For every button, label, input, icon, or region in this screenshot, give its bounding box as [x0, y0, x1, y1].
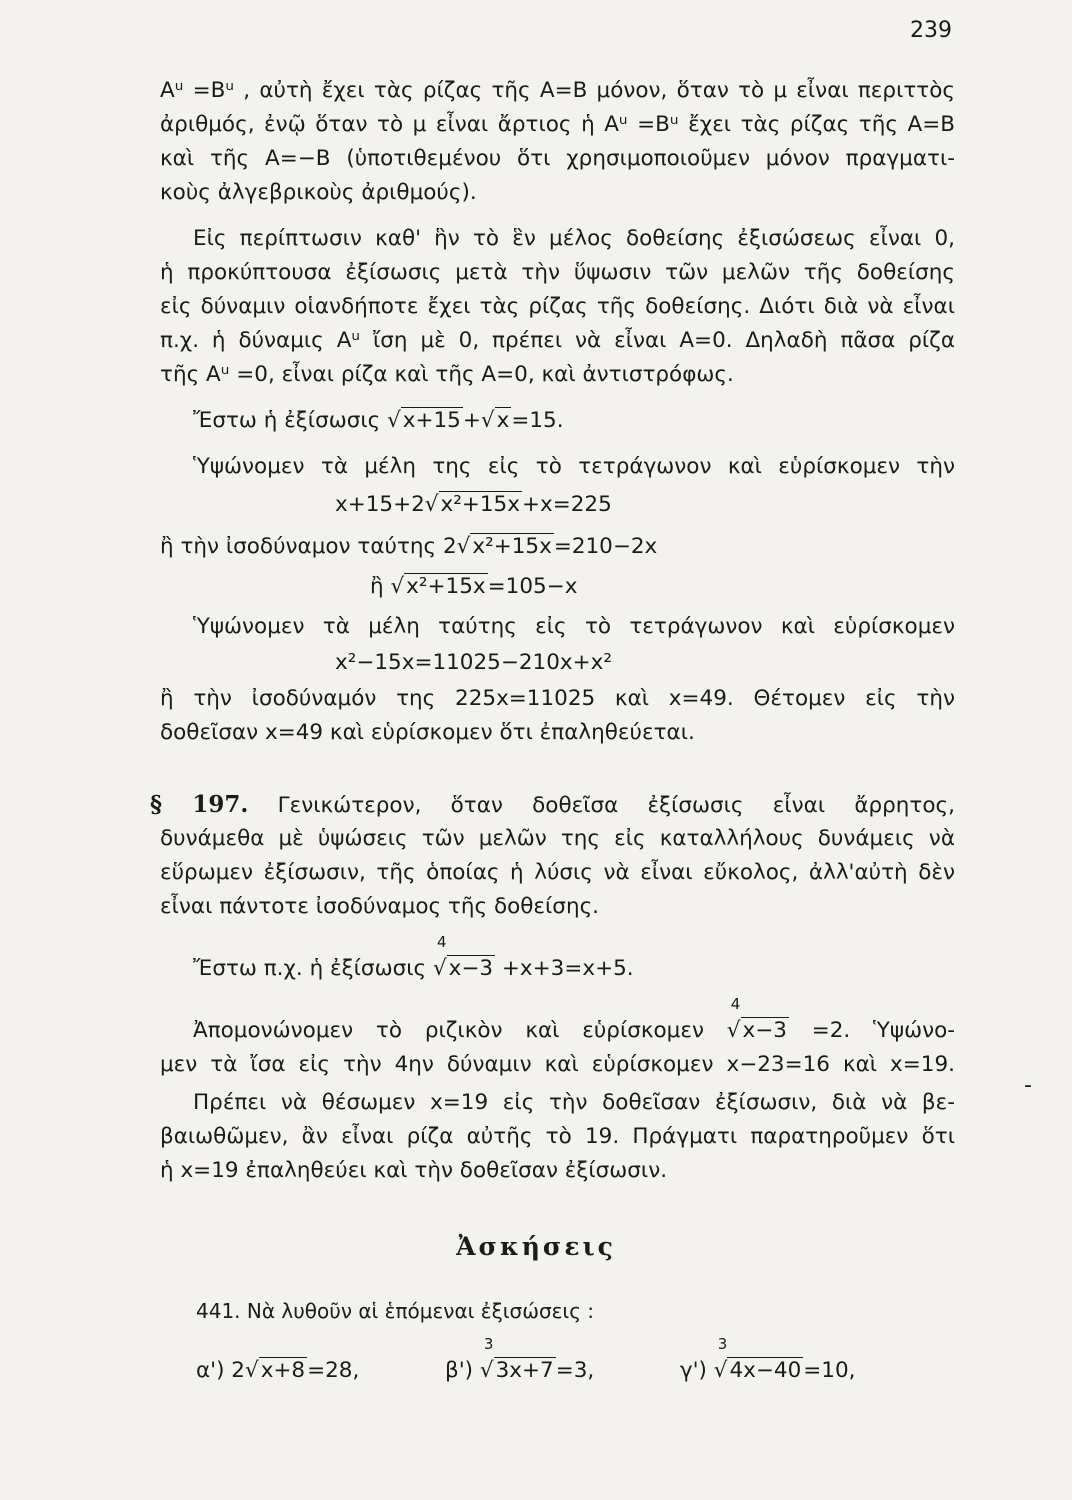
- text-line: εἰς δύναμιν οἱανδήποτε ἔχει τὰς ρίζας τῆς δοθείσης. Διότι διὰ νὰ εἶναι: [160, 294, 955, 319]
- radicand: x−3: [448, 956, 494, 981]
- radical-group: [726, 995, 789, 1043]
- radical-sign: √: [387, 408, 401, 433]
- radical-sign: √: [456, 534, 471, 559]
- radical-index: 4: [730, 995, 741, 1013]
- text-line: ἡ x=19 ἐπαληθεύει καὶ τὴν δοθεῖσαν ἐξίσωσιν.: [160, 1158, 668, 1183]
- radicand: x+15: [402, 408, 461, 433]
- section-text: Γενικώτερον, ὅταν δοθεῖσα ἐξίσωσις εἶναι ἄρρητος,: [277, 793, 955, 818]
- equation-text: +x+3=x+5.: [495, 956, 634, 981]
- equation-text: =15.: [511, 408, 564, 433]
- equation-text: x+15+2: [335, 492, 425, 517]
- page-number: 239: [910, 18, 952, 43]
- equation-text: =2. Ὑψώνο-: [788, 1018, 955, 1043]
- text-line: εἶναι πάντοτε ἰσοδύναμος τῆς δοθείσης.: [160, 894, 600, 919]
- equation-line: [193, 404, 955, 438]
- equation-text: Ἀπομονώνομεν τὸ ριζικὸν καὶ εὑρίσκομεν: [193, 1018, 727, 1043]
- radical-sign: √: [726, 1018, 741, 1043]
- equation-text: =28,: [307, 1358, 360, 1383]
- text-line: Ὑψώνομεν τὰ μέλη ταύτης εἰς τὸ τετράγωνον καὶ εὑρίσκομεν: [193, 614, 955, 639]
- margin-mark: -: [1024, 1073, 1032, 1098]
- equation-text: α') 2: [196, 1358, 245, 1383]
- text-line: μεν τὰ ἴσα εἰς τὴν 4ην δύναμιν καὶ εὑρίσκομεν x−23=16 καὶ x=19.: [160, 1052, 955, 1077]
- text-line: καὶ τῆς A=−B (ὑποτιθεμένου ὅτι χρησιμοποιοῦμεν μόνον πραγματι-: [160, 146, 955, 171]
- text-line: δοθεῖσαν x=49 καὶ εὑρίσκομεν ὅτι ἐπαληθεύεται.: [160, 720, 695, 745]
- equation-line: x²−15x=11025−210x+x²: [335, 650, 612, 675]
- radicand: x: [496, 408, 510, 433]
- radicand: x−3: [742, 1018, 787, 1043]
- equation-text: =10,: [803, 1358, 856, 1383]
- equation-line: [193, 933, 955, 986]
- radical-index: 4: [436, 933, 447, 951]
- exercises-heading: Ἀσκήσεις: [456, 1232, 616, 1261]
- radical-sign: √: [713, 1358, 728, 1383]
- equation-text: =210−2x: [553, 534, 658, 559]
- equation-text: =3,: [555, 1358, 595, 1383]
- exercise-a: [196, 1357, 359, 1383]
- text-line: τῆς Aᵘ =0, εἶναι ρίζα καὶ τῆς A=0, καὶ ἀντιστρόφως.: [160, 362, 734, 387]
- equation-text: Ἔστω ἡ ἐξίσωσις: [193, 408, 388, 433]
- text-line: εὕρωμεν ἐξίσωσιν, τῆς ὁποίας ἡ λύσις νὰ εἶναι εὔκολος, ἀλλ'αὐτὴ δὲν: [160, 860, 955, 885]
- equation-text: γ'): [679, 1358, 714, 1383]
- radical-sign: √: [479, 1358, 494, 1383]
- equation-line: [193, 995, 955, 1048]
- exercise-item: 441. Νὰ λυθοῦν αἱ ἑπόμεναι ἐξισώσεις :: [196, 1299, 595, 1323]
- exercise-c: [679, 1335, 856, 1383]
- radical-sign: √: [424, 492, 439, 517]
- equation-line: [370, 570, 770, 604]
- text-line: κοὺς ἀλγεβρικοὺς ἀριθμούς).: [160, 180, 477, 205]
- radicand: 4x−40: [729, 1358, 802, 1383]
- equation-text: Ἔστω π.χ. ἡ ἐξίσωσις: [193, 956, 433, 981]
- radical-index: 3: [483, 1335, 494, 1353]
- equation-line: [160, 530, 955, 564]
- text-line: Εἰς περίπτωσιν καθ' ἣν τὸ ἓν μέλος δοθείσης ἐξισώσεως εἶναι 0,: [193, 226, 955, 251]
- text-line: Πρέπει νὰ θέσωμεν x=19 εἰς τὴν δοθεῖσαν ἐξίσωσιν, διὰ νὰ βε-: [193, 1090, 955, 1115]
- equation-text: ἢ τὴν ἰσοδύναμον ταύτης 2: [160, 534, 457, 559]
- equation-text: β'): [445, 1358, 480, 1383]
- text-line: ἡ προκύπτουσα ἐξίσωσις μετὰ τὴν ὕψωσιν τῶν μελῶν τῆς δοθείσης: [160, 260, 955, 285]
- radical-sign: √: [432, 956, 447, 981]
- equation-text: +: [462, 408, 481, 433]
- equation-text: +x=225: [521, 492, 612, 517]
- radical-group: [479, 1335, 556, 1383]
- text-line: δυνάμεθα μὲ ὑψώσεις τῶν μελῶν της εἰς καταλλήλους δυνάμεις νὰ: [160, 826, 955, 851]
- text-line: ἀριθμός, ἐνῷ ὅταν τὸ μ εἶναι ἄρτιος ἡ Aᵘ =Bᵘ ἔχει τὰς ρίζας τῆς A=B: [160, 112, 955, 137]
- radicand: 3x+7: [495, 1358, 554, 1383]
- radical-group: [432, 933, 495, 981]
- radical-index: 3: [717, 1335, 728, 1353]
- text-line: π.χ. ἡ δύναμις Aᵘ ἴση μὲ 0, πρέπει νὰ εἶναι A=0. Δηλαδὴ πᾶσα ρίζα: [160, 328, 955, 353]
- radical-sign: √: [244, 1358, 259, 1383]
- exercise-b: [445, 1335, 595, 1383]
- text-line: Aᵘ =Bᵘ , αὐτὴ ἔχει τὰς ρίζας τῆς A=B μόνον, ὅταν τὸ μ εἶναι περιττὸς: [160, 78, 955, 103]
- radical-group: [713, 1335, 803, 1383]
- equation-text: ἢ: [370, 574, 391, 599]
- radicand: x+8: [260, 1358, 306, 1383]
- radicand: x²+15x: [440, 492, 520, 517]
- exercise-equations: [196, 1335, 956, 1388]
- text-line: βαιωθῶμεν, ἂν εἶναι ρίζα αὐτῆς τὸ 19. Πράγματι παρατηροῦμεν ὅτι: [160, 1124, 955, 1149]
- text-line: ἢ τὴν ἰσοδύναμόν της 225x=11025 καὶ x=49. Θέτομεν εἰς τὴν: [160, 686, 955, 711]
- equation-line: [335, 488, 835, 522]
- section-number: § 197.: [150, 791, 249, 818]
- radicand: x²+15x: [406, 574, 486, 599]
- radical-sign: √: [390, 574, 405, 599]
- section-197-line: [150, 788, 955, 823]
- radicand: x²+15x: [472, 534, 552, 559]
- radical-sign: √: [480, 408, 495, 433]
- equation-text: =105−x: [487, 574, 578, 599]
- text-line: Ὑψώνομεν τὰ μέλη της εἰς τὸ τετράγωνον καὶ εὑρίσκομεν τὴν: [193, 454, 955, 479]
